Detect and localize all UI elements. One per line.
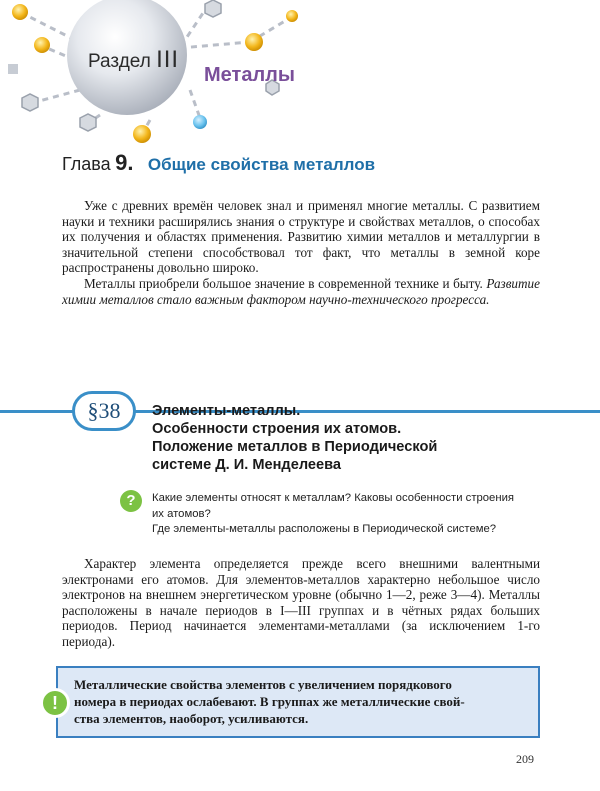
- intro-paragraph-2-italic: Развитие химии металлов стало важным фактором научно-технического прогресса.: [62, 275, 540, 307]
- chapter-title: Общие свойства металлов: [147, 155, 376, 174]
- paragraph-number-badge: §38: [72, 391, 136, 431]
- intro-paragraph-2-plain: Металлы приобрели большое значение в современной технике и быту.: [84, 275, 487, 291]
- chapter-word: Глава: [62, 154, 111, 174]
- rule-line: ства элементов, наоборот, усиливаются.: [74, 711, 309, 726]
- main-text: [62, 556, 540, 650]
- rule-line: номера в периодах ослабевают. В группах же металлические свой-: [74, 694, 465, 709]
- intro-paragraph-2: [62, 276, 540, 307]
- section-label: [88, 46, 179, 74]
- section-word: Раздел: [88, 51, 151, 72]
- question-line: их атомов?: [152, 507, 211, 520]
- review-questions: [152, 491, 552, 538]
- chapter-intro: [62, 198, 540, 307]
- question-line: Где элементы-металлы расположены в Периодической системе?: [152, 523, 497, 535]
- exclamation-icon: !: [40, 688, 70, 718]
- paragraph-title: [152, 402, 552, 474]
- section-roman-number: III: [156, 46, 180, 73]
- question-icon: ?: [120, 490, 142, 512]
- paragraph-title-line: Элементы-металлы.: [152, 403, 301, 419]
- rule-line: Металлические свойства элементов с увеличением порядкового: [74, 677, 452, 692]
- question-line: Какие элементы относят к металлам? Каковы особенности строения: [152, 492, 515, 504]
- paragraph-title-line: Особенности строения их атомов.: [152, 421, 402, 437]
- page-number: 209: [516, 752, 534, 766]
- chapter-heading: [62, 150, 375, 176]
- chapter-number: 9.: [115, 150, 134, 175]
- intro-paragraph-1: Уже с древних времён человек знал и применял многие металлы. С развитием науки и техники расширялись знания о структуре и свойствах металлов, о способах их получения и областях применения. Развитию химии металлов и металлургии в значительной степени способствовал тот факт, что металлы в земной коре распространены довольно широко.: [62, 198, 540, 276]
- main-paragraph: Характер элемента определяется прежде всего внешними валентными электронами его атомов. Для элементов-металлов характерно небольшое число электронов на внешнем энергетическом уровне (обычно 1—2, реже 3—4). Металлы расположены в начале периодов в I—III группах и в чётных рядах больших периодов. Период начинается элементами-металлами (за исключением 1-го периода).: [62, 556, 540, 649]
- section-title: Металлы: [204, 64, 295, 86]
- rule-text: [74, 676, 530, 727]
- header-molecule-illustration: [0, 0, 600, 150]
- paragraph-title-line: системе Д. И. Менделеева: [152, 457, 342, 473]
- paragraph-title-line: Положение металлов в Периодической: [152, 439, 438, 455]
